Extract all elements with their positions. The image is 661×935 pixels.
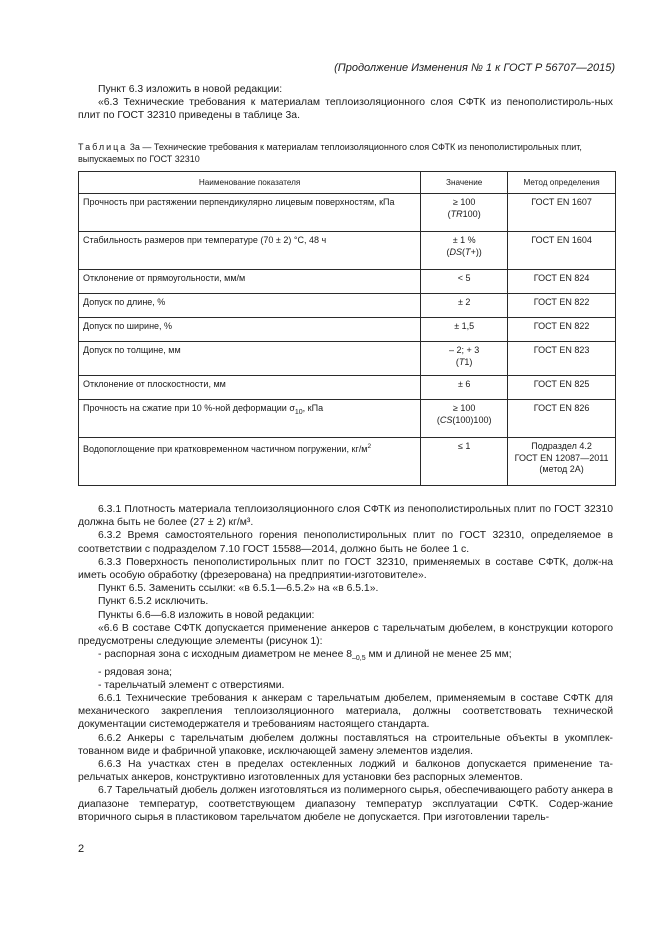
intro-line-2: «6.3 Технические требования к материалам теплоизоляционного слоя СФТК из пенополистироль-ных плит по ГОСТ 32310 приведены в таблице 3а. xyxy=(78,97,613,122)
paragraph-6-3-2: 6.3.2 Время самостоятельного горения пенополистирольных плит по ГОСТ 32310, определяемое в соответствии с подразделом 7.10 ГОСТ 15588—2014, должно быть не более 1 с. xyxy=(78,530,613,555)
row-name: Допуск по ширине, % xyxy=(79,318,421,342)
row-value: < 5 xyxy=(421,270,508,294)
row-method: ГОСТ EN 824 xyxy=(508,270,616,294)
row-name: Водопоглощение при кратковременном частичном погружении, $кг/м^2$ xyxy=(79,438,421,486)
table-row xyxy=(79,400,616,438)
table-row xyxy=(79,438,616,486)
body-text xyxy=(78,503,613,824)
paragraph-6-6-intro: Пункты 6.6—6.8 изложить в новой редакции: xyxy=(98,609,315,621)
table-caption-label: Таблица xyxy=(78,142,128,152)
row-value: – 2; + 3 (T1) xyxy=(421,342,508,376)
table-header-row xyxy=(79,172,616,194)
row-method: ГОСТ EN 822 xyxy=(508,318,616,342)
table-row xyxy=(79,194,616,232)
row-method: ГОСТ EN 1604 xyxy=(508,232,616,270)
row-name: Допуск по длине, % xyxy=(79,294,421,318)
paragraph-6-7: 6.7 Тарельчатый дюбель должен изготовляться из полимерного сырья, обеспечивающего работу анкера в диапазоне температур, соответствующем диапазону температур эксплуатации СФТК. Содер-жание вторичного сырья в пластиковом тарельчатом дюбеле не допускается. При изготовлении тарель- xyxy=(78,785,613,823)
row-value: ± 6 xyxy=(421,376,508,400)
table-row xyxy=(79,318,616,342)
header-method: Метод определения xyxy=(508,172,616,194)
paragraph-6-6-1: 6.6.1 Технические требования к анкерам с тарельчатым дюбелем, применяемым в составе СФТК для механического закрепления теплоизоляционного материала, должны соответствовать технической документации системодержателя и требованиям настоящего стандарта. xyxy=(78,692,613,731)
row-name: Отклонение от прямоугольности, мм/м xyxy=(79,270,421,294)
row-value: ± 2 xyxy=(421,294,508,318)
paragraph-6-3-3: 6.3.3 Поверхность пенополистирольных плит по ГОСТ 32310, применяемых в составе СФТК, долж-на иметь особую обработку (фрезерована) на предприятии-изготовителе». xyxy=(78,556,613,582)
row-method: Подраздел 4.2 ГОСТ EN 12087—2011 (метод 2А) xyxy=(508,438,616,486)
row-value: ≥ 100 (TR100) xyxy=(421,194,508,232)
row-method: ГОСТ EN 823 xyxy=(508,342,616,376)
table-caption-text: 3а — Технические требования к материалам теплоизоляционного слоя СФТК из пенополистирольных плит, выпускаемых по ГОСТ 32310 xyxy=(78,142,582,164)
table-row xyxy=(79,294,616,318)
row-name: Отклонение от плоскостности, мм xyxy=(79,376,421,400)
table-row xyxy=(79,270,616,294)
row-method: ГОСТ EN 825 xyxy=(508,376,616,400)
header-name: Наименование показателя xyxy=(79,172,421,194)
row-value: ≥ 100 (CS(100)100) xyxy=(421,400,508,438)
table-row xyxy=(79,342,616,376)
table-row xyxy=(79,232,616,270)
row-value: ± 1 % (DS(T+)) xyxy=(421,232,508,270)
paragraph-6-6-3: 6.6.3 На участках стен в пределах остекленных лоджий и балконов допускается применение та-рельчатых анкеров, конструктивно изготовленных для установки без распорных элементов. xyxy=(78,758,613,784)
row-method: ГОСТ EN 826 xyxy=(508,400,616,438)
paragraph-6-5-2: Пункт 6.5.2 исключить. xyxy=(98,596,209,608)
requirements-table xyxy=(78,171,616,486)
list-item: - тарельчатый элемент с отверстиями. xyxy=(98,679,285,691)
row-method: ГОСТ EN 822 xyxy=(508,294,616,318)
paragraph-6-5: Пункт 6.5. Заменить ссылки: «в 6.5.1—6.5.2» на «в 6.5.1». xyxy=(98,583,379,595)
list-item: - распорная зона с исходным диаметром не менее $8_{-0,5}$ мм и длиной не менее 25 мм; xyxy=(98,649,512,663)
page-number: 2 xyxy=(78,843,85,855)
row-value: ± 1,5 xyxy=(421,318,508,342)
paragraph-6-3-1: 6.3.1 Плотность материала теплоизоляционного слоя СФТК из пенополистирольных плит по ГОСТ 32310 должна быть не более (27 ± 2) кг/м³. xyxy=(78,504,613,529)
list-item: - рядовая зона; xyxy=(98,666,173,678)
row-name: Допуск по толщине, мм xyxy=(79,342,421,376)
header-value: Значение xyxy=(421,172,508,194)
row-name: Прочность при растяжении перпендикулярно лицевым поверхностям, кПа xyxy=(79,194,421,232)
row-name: Стабильность размеров при температуре (70 ± 2) °С, 48 ч xyxy=(79,232,421,270)
intro-line-1: Пункт 6.3 изложить в новой редакции: xyxy=(98,84,283,95)
row-name: Прочность на сжатие при 10 %-ной деформации $\sigma_{10}$, кПа xyxy=(79,400,421,438)
table-row xyxy=(79,376,616,400)
running-header: (Продолжение Изменения № 1 к ГОСТ Р 56707—2015) xyxy=(334,62,615,74)
row-method: ГОСТ EN 1607 xyxy=(508,194,616,232)
paragraph-6-6: «6.6 В составе СФТК допускается применение анкеров с тарельчатым дюбелем, в конструкции которого предусмотрены следующие элементы (рисунок 1): xyxy=(78,622,613,648)
table-caption xyxy=(78,141,618,165)
row-value: ≤ 1 xyxy=(421,438,508,486)
paragraph-6-6-2: 6.6.2 Анкеры с тарельчатым дюбелем должны поставляться на строительные объекты в укомплек-тованном виде и фабричной упаковке, исключающей замену элементов изделия. xyxy=(78,732,613,757)
